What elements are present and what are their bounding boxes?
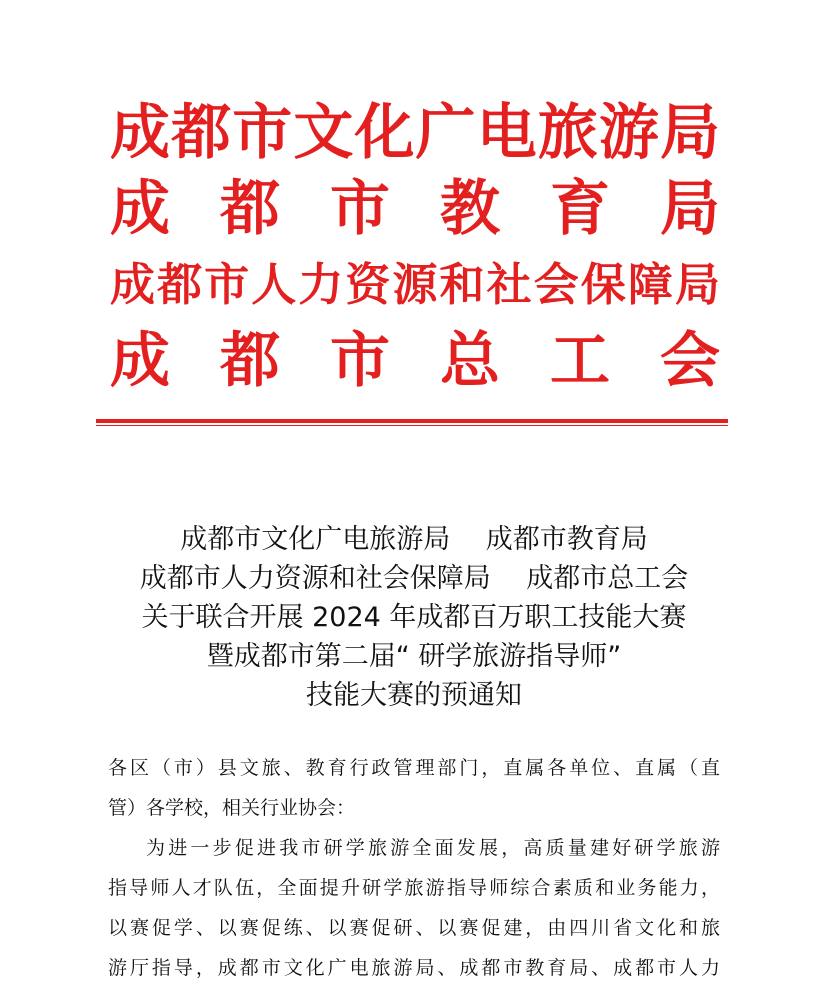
paragraph-line-2: 指导师人才队伍，全面提升研学旅游指导师综合素质和业务能力， <box>108 877 720 899</box>
paragraph-line-4: 游厅指导，成都市文化广电旅游局、成都市教育局、成都市人力 <box>108 957 720 979</box>
header-divider-thick <box>96 419 728 423</box>
header-char: 都 <box>220 326 280 396</box>
paragraph-line-3: 以赛促学、以赛促练、以赛促研、以赛促建，由四川省文化和旅 <box>108 917 720 939</box>
header-char: 育 <box>550 174 610 244</box>
header-char: 障 <box>627 258 673 311</box>
document-body <box>108 748 720 988</box>
header-char: 人 <box>251 258 297 311</box>
header-char: 成 <box>110 98 170 168</box>
header-char: 化 <box>354 98 415 168</box>
header-char: 市 <box>330 174 390 244</box>
header-char: 都 <box>157 258 203 311</box>
header-char: 局 <box>659 98 720 168</box>
issuing-agencies-header <box>110 95 720 399</box>
header-char: 旅 <box>537 98 598 168</box>
header-char: 保 <box>580 258 626 311</box>
header-char: 总 <box>440 326 500 396</box>
header-char: 电 <box>476 98 537 168</box>
header-char: 都 <box>171 98 232 168</box>
header-char: 会 <box>660 326 720 396</box>
salutation-line-1: 各区（市）县文旅、教育行政管理部门，直属各单位、直属（直 <box>108 757 720 779</box>
header-line-2 <box>110 171 720 247</box>
title-line-4: 暨成都市第二届“ 研学旅游指导师” <box>206 641 622 672</box>
header-char: 力 <box>298 258 344 311</box>
salutation-line-2: 管）各学校，相关行业协会： <box>108 797 356 819</box>
header-line-1 <box>110 95 720 171</box>
header-char: 成 <box>110 326 170 396</box>
document-title <box>60 520 768 715</box>
header-char: 市 <box>204 258 250 311</box>
title-line-2: 成都市人力资源和社会保障局 成都市总工会 <box>139 563 689 594</box>
header-char: 市 <box>232 98 293 168</box>
title-line-1: 成都市文化广电旅游局 成都市教育局 <box>180 524 648 555</box>
header-char: 工 <box>550 326 610 396</box>
header-char: 市 <box>330 326 390 396</box>
header-char: 文 <box>293 98 354 168</box>
header-char: 教 <box>440 174 500 244</box>
header-char: 资 <box>345 258 391 311</box>
header-char: 游 <box>598 98 659 168</box>
title-line-5: 技能大赛的预通知 <box>306 680 522 711</box>
header-line-4 <box>110 323 720 399</box>
paragraph-line-1: 为进一步促进我市研学旅游全面发展，高质量建好研学旅游 <box>146 837 720 859</box>
header-line-3 <box>110 247 720 323</box>
header-char: 都 <box>220 174 280 244</box>
header-char: 局 <box>674 258 720 311</box>
header-char: 会 <box>533 258 579 311</box>
header-char: 社 <box>486 258 532 311</box>
header-divider-thin <box>96 425 728 426</box>
header-char: 广 <box>415 98 476 168</box>
header-char: 局 <box>660 174 720 244</box>
header-char: 成 <box>110 174 170 244</box>
header-char: 成 <box>110 258 156 311</box>
title-line-3: 关于联合开展 2024 年成都百万职工技能大赛 <box>141 602 687 633</box>
header-char: 源 <box>392 258 438 311</box>
header-char: 和 <box>439 258 485 311</box>
